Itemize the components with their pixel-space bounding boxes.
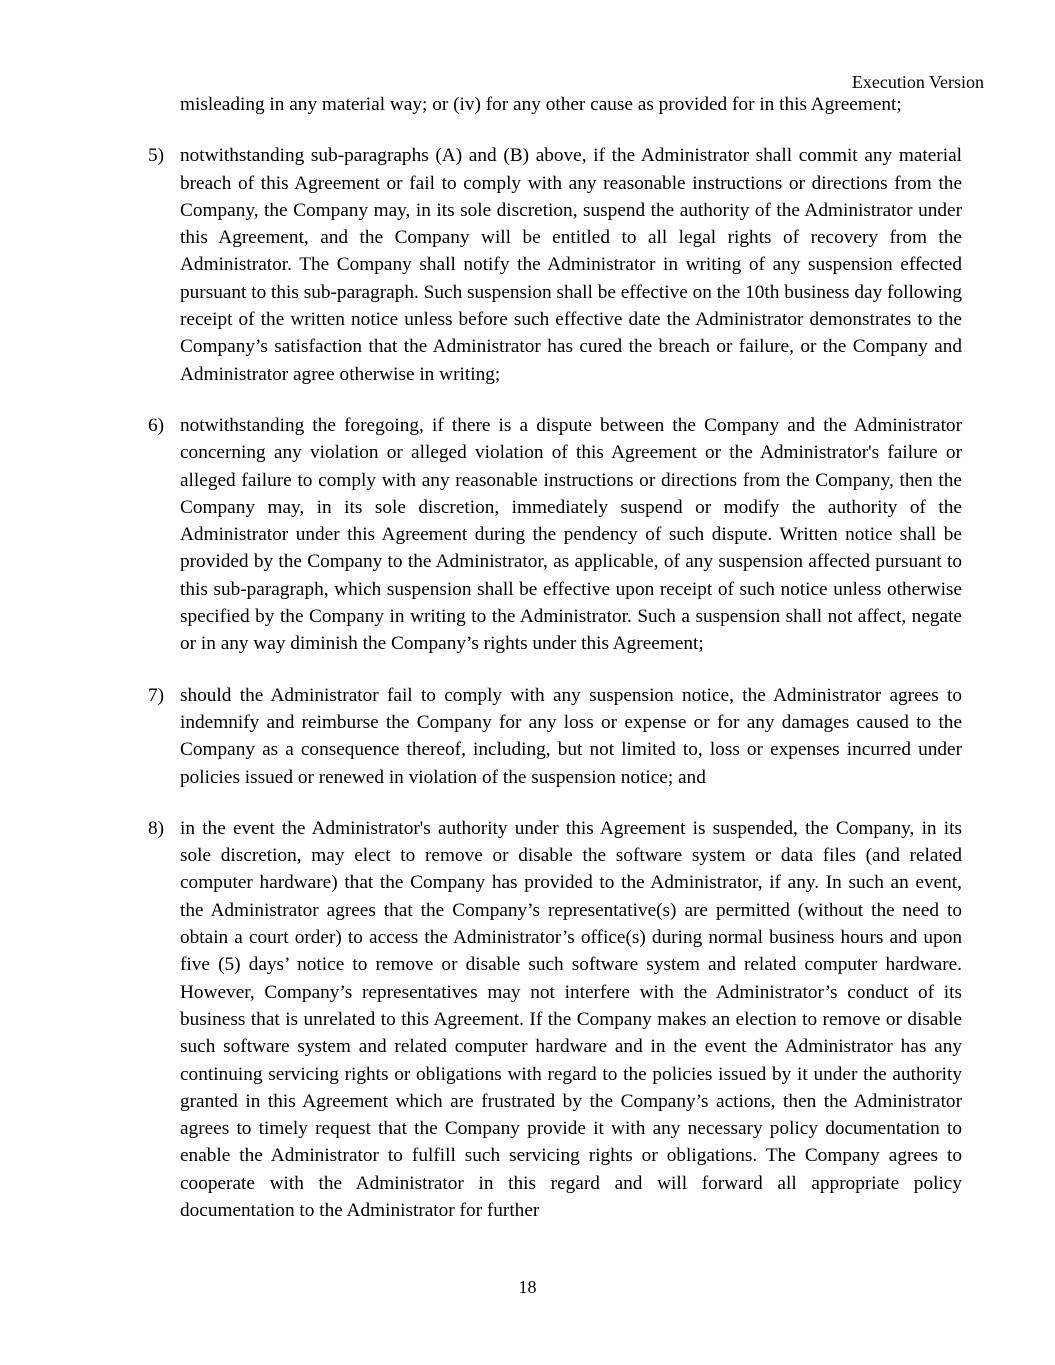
execution-version-label: Execution Version: [851, 72, 984, 92]
list-item-text: in the event the Administrator's authority under this Agreement is suspended, the Company, in its sole discretion, may elect to remove or disable the software system or data files (and related computer hardware) that the Company has provided to the Administrator, if any. In such an event, the Administrator agrees that the Company’s representative(s) are permitted (without the need to obtain a court order) to access the Administrator’s office(s) during normal business hours and upon five (5) days’ notice to remove or disable such software system and related computer hardware. However, Company’s representatives may not interfere with the Administrator’s conduct of its business that is unrelated to this Agreement. If the Company makes an election to remove or disable such software system and related computer hardware and in the event the Administrator has any continuing servicing rights or obligations with regard to the policies issued by it under the authority granted in this Agreement which are frustrated by the Company’s actions, then the Administrator agrees to timely request that the Company provide it with any necessary policy documentation to enable the Administrator to fulfill such servicing rights or obligations. The Company agrees to cooperate with the Administrator in this regard and will forward all appropriate policy documentation to the Administrator for further: [180, 817, 962, 1221]
list-item-5: [148, 142, 962, 388]
document-body: [148, 91, 962, 1224]
list-item-text: should the Administrator fail to comply with any suspension notice, the Administrator agrees to indemnify and reimburse the Company for any loss or expense or for any damages caused to the Company as a consequence thereof, including, but not limited to, loss or expenses incurred under policies issued or renewed in violation of the suspension notice; and: [180, 684, 962, 788]
list-item-number: 5): [148, 145, 165, 167]
continuation-paragraph: misleading in any material way; or (iv) for any other cause as provided for in this Agreement;: [180, 94, 902, 115]
list-item-text: notwithstanding sub-paragraphs (A) and (B) above, if the Administrator shall commit any material breach of this Agreement or fail to comply with any reasonable instructions or directions from the Company, the Company may, in its sole discretion, suspend the authority of the Administrator under this Agreement, and the Company will be entitled to all legal rights of recovery from the Administrator. The Company shall notify the Administrator in writing of any suspension effected pursuant to this sub-paragraph. Such suspension shall be effective on the 10th business day following receipt of the written notice unless before such effective date the Administrator demonstrates to the Company’s satisfaction that the Administrator has cured the breach or failure, or the Company and Administrator agree otherwise in writing;: [180, 145, 963, 385]
list-item-6: [148, 412, 962, 658]
page-number: 18: [518, 1277, 537, 1297]
list-item-8: [148, 815, 962, 1224]
list-item-text: notwithstanding the foregoing, if there is a dispute between the Company and the Administrator concerning any violation or alleged violation of this Agreement or the Administrator's failure or alleged failure to comply with any reasonable instructions or directions from the Company, then the Company may, in its sole discretion, immediately suspend or modify the authority of the Administrator under this Agreement during the pendency of such dispute. Written notice shall be provided by the Company to the Administrator, as applicable, of any suspension affected pursuant to this sub-paragraph, which suspension shall be effective upon receipt of such notice unless otherwise specified by the Company in writing to the Administrator. Such a suspension shall not affect, negate or in any way diminish the Company’s rights under this Agreement;: [180, 414, 962, 655]
list-item-number: 7): [148, 684, 165, 706]
list-item-7: [148, 682, 962, 791]
list-item-number: 8): [148, 817, 165, 839]
list-item-number: 6): [148, 414, 165, 436]
